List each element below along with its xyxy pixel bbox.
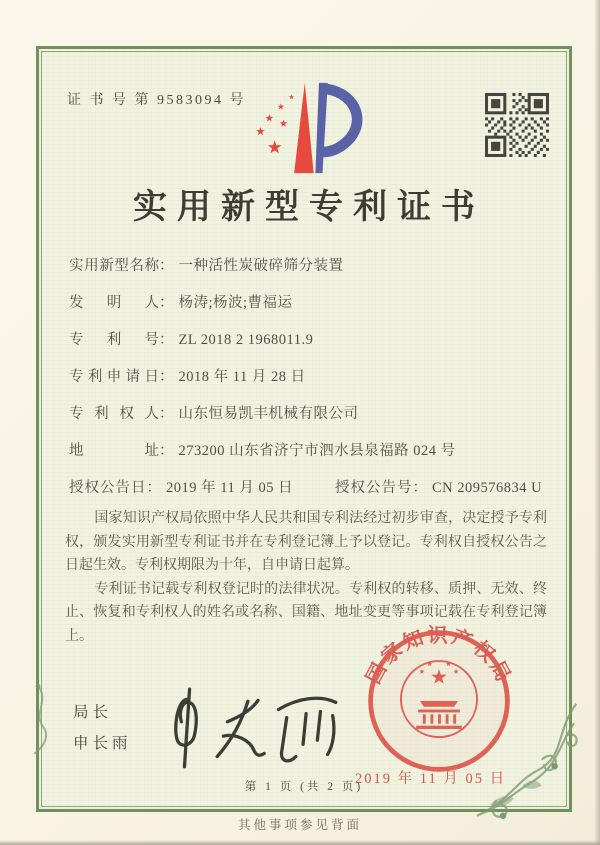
- field-row-patentee: [69, 403, 545, 426]
- field-label: 地址: [69, 443, 159, 459]
- photo-edge-bottom: [0, 840, 600, 845]
- field-row-inventors: [69, 292, 545, 315]
- field-value: ZL 2018 2 1968011.9: [178, 332, 314, 348]
- field-value: 273200 山东省济宁市泗水县泉福路 024 号: [178, 443, 456, 459]
- cnipa-logo-icon: [241, 79, 365, 177]
- field-colon: ：: [159, 258, 174, 274]
- field-value: 一种活性炭破碎筛分装置: [178, 258, 344, 274]
- field-value: 2018 年 11 月 28 日: [178, 369, 306, 385]
- field-colon: ：: [159, 406, 174, 422]
- signer-title: 局长: [73, 704, 113, 721]
- grant-number-group: [335, 477, 542, 500]
- field-label: 专利权人: [69, 406, 159, 422]
- photo-edge-right: [594, 0, 600, 845]
- signer-block: [73, 697, 132, 759]
- field-colon: ：: [159, 332, 174, 348]
- field-colon: ：: [159, 443, 174, 459]
- grant-date-value: 2019 年 11 月 05 日: [166, 480, 294, 496]
- page-number: 第 1 页 (共 2 页): [244, 781, 364, 793]
- reverse-side-note: 其他事项参见背面: [237, 818, 362, 832]
- edge-flourish-icon: [30, 684, 56, 756]
- field-row-grant: [69, 477, 545, 500]
- field-label: 专利号: [69, 332, 159, 348]
- field-label: 发明人: [69, 295, 159, 311]
- grant-number-value: CN 209576834 U: [432, 480, 543, 496]
- legal-paragraph-1: 国家知识产权局依照中华人民共和国专利法经过初步审查，决定授予专利权，颁发实用新型专利证书并在专利登记簿上予以登记。专利权自授权公告之日起生效。专利权期限为十年，自申请日起算。: [65, 511, 547, 573]
- grant-date-group: [69, 477, 335, 500]
- seal-date: 2019 年 11 月 05 日: [355, 771, 507, 787]
- field-value: 杨涛;杨波;曹福运: [178, 295, 293, 311]
- field-colon: ：: [412, 480, 427, 496]
- field-value: 山东恒易凯丰机械有限公司: [178, 406, 359, 422]
- corner-flourish-icon: [447, 693, 587, 833]
- field-colon: ：: [159, 369, 174, 385]
- field-label: 实用新型名称: [69, 258, 159, 274]
- field-row-name: [69, 255, 545, 278]
- qr-code: [485, 93, 549, 157]
- field-row-address: [69, 440, 545, 463]
- certificate-number: 证 书 号 第 9583094 号: [67, 93, 246, 108]
- certificate-fields: [69, 255, 545, 514]
- seal-ring-text: 国家知识产权局: [363, 625, 515, 688]
- legal-paragraph-2: 专利证书记载专利权登记时的法律状况。专利权的转移、质押、无效、终止、恢复和专利权人的姓名或名称、国籍、地址变更等事项记载在专利登记簿上。: [65, 581, 547, 644]
- signer-name: 申长雨: [73, 735, 132, 752]
- grant-number-label: 授权公告号: [335, 480, 413, 496]
- certificate-body: [36, 46, 572, 812]
- field-label: 专利申请日: [69, 369, 159, 385]
- certificate-title: 实用新型专利证书: [133, 189, 485, 226]
- field-colon: ：: [146, 480, 161, 496]
- field-row-filing-date: [69, 366, 545, 389]
- field-colon: ：: [159, 295, 174, 311]
- field-row-patent-number: [69, 329, 545, 352]
- shen-changyu-signature-icon: [155, 685, 355, 777]
- grant-date-label: 授权公告日: [69, 480, 147, 496]
